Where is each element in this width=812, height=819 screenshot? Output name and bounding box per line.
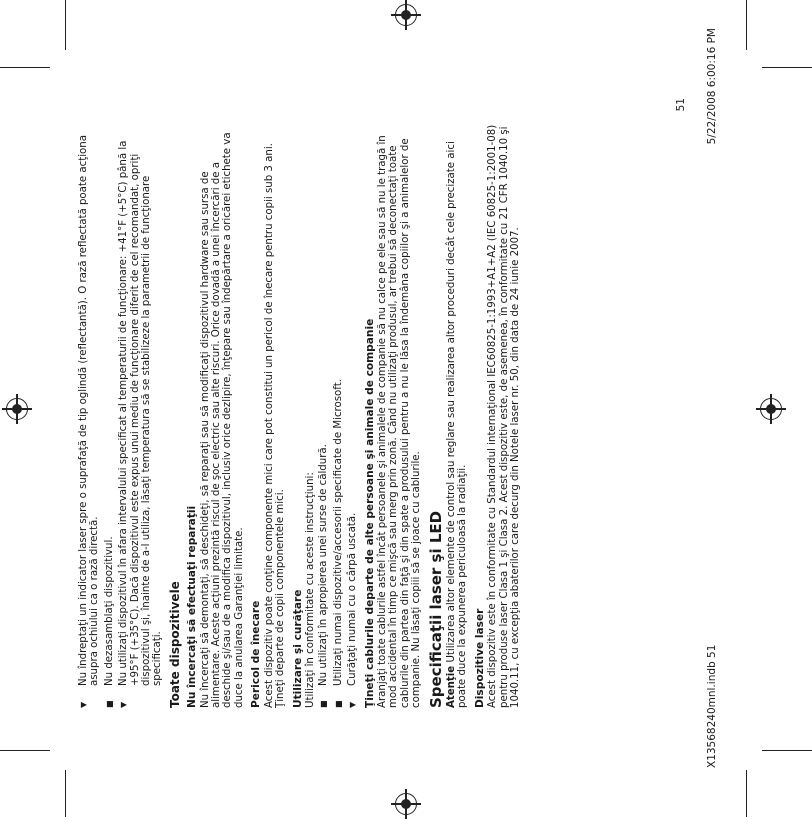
- heading-usage: Utilizare şi curăţare: [291, 589, 304, 708]
- paragraph-choking: Acest dispozitiv poate conţine componente mici care pot constitui un pericol de înecare pentru copii sub 3 ani. Ţineţi departe de copii componentele mici.: [263, 143, 287, 708]
- registration-mark-icon: [395, 793, 417, 815]
- paragraph-laser-devices: Acest dispozitiv este în conformitate cu Standardul internaţional IEC60825-1:1993+A1+A2 (IEC 60825-1:2001-08) pentru produse laser Clasa 1 şi Clasa 2. Acest dispozitiv este, de asemenea, în conformitate cu 21 CFR 1040.10 şi 1040.11, cu excepţia abaterilor care decurg din Notele laser nr. 50, din data de 24 iunie 2007.: [487, 124, 521, 708]
- list-item: ■ Nu utilizaţi în apropierea unei surse de căldură.: [318, 118, 329, 708]
- usage-bullet-list: [318, 118, 358, 708]
- paragraph-no-repair: Nu încercaţi să demontaţi, să deschideţi, să reparaţi sau să modificaţi dispozitivul hardware sau sursa de alimentare. Aceste acţiuni prezintă riscul de şoc electric sau alte riscuri. Orice dovadă a unei încercări de a deschide şi/sau de a modifica dispozitivul, inclusiv orice dezlipire, înţepare sau îndepărtare a oricărei etichete va duce la anularea Garanţiei limitate.: [199, 132, 245, 708]
- list-item: ▼ Curăţaţi numai cu o cârpă uscată.: [347, 118, 358, 708]
- crop-mark: [762, 67, 812, 68]
- print-slug-file: X13568240mnl.indb 51: [706, 644, 718, 768]
- section-title-all-devices: Toate dispozitivele: [167, 581, 182, 708]
- registration-mark-icon: [6, 398, 28, 420]
- list-item: ▼ Nu utilizaţi dispozitivul în afara intervalului specificat al temperaturii de funcţionare: +41°F (+5°C) până la +95°F (+35°C). Dacă dispozitivul este expus unui mediu de funcţionare diferit de cel recomandat, opriţi dispozitivul şi, înainte de a-l utiliza, lăsaţi temperatura să se stabilizeze la parametrii de funcţionare specificaţi.: [118, 118, 164, 708]
- list-item: ▼ Nu îndreptaţi un indicator laser spre o suprafaţă de tip oglindă (reflectantă). O rază reflectată poate acţiona asupra ochiului ca o rază directă.: [78, 118, 101, 708]
- list-item: ■ Nu dezasamblaţi dispozitivul.: [104, 118, 115, 708]
- crop-mark: [0, 750, 50, 751]
- crop-mark: [762, 750, 812, 751]
- page-body: [78, 118, 523, 708]
- print-slug-date: 5/22/2008 6:00:16 PM: [706, 28, 718, 145]
- attention-text: Utilizarea altor elemente de control sau reglare sau realizarea altor proceduri decât cele precizate aici poate duce la expunerea periculoasă la radiaţii.: [445, 141, 469, 708]
- paragraph-usage-intro: Utilizaţi în conformitate cu aceste instrucţiuni:: [304, 472, 316, 708]
- registration-mark-icon: [395, 4, 417, 26]
- top-bullet-list: [78, 118, 164, 708]
- list-item: ■ Utilizaţi numai dispozitive/accesorii specificate de Microsoft.: [333, 118, 344, 708]
- page-number: 51: [675, 98, 687, 112]
- crop-mark: [746, 0, 747, 50]
- crop-mark: [65, 770, 66, 817]
- rotated-page: [78, 28, 718, 768]
- crop-mark: [65, 0, 66, 50]
- paragraph-attention: [446, 118, 469, 708]
- registration-mark-icon: [760, 398, 782, 420]
- crop-mark: [746, 770, 747, 817]
- crop-mark: [0, 67, 50, 68]
- attention-label: Atenţie: [445, 665, 457, 708]
- heading-choking: Pericol de înecare: [250, 600, 263, 708]
- section-title-laser: Specificaţii laser şi LED: [426, 510, 445, 708]
- heading-cables: Ţineţi cablurile departe de alte persoane şi animale de companie: [363, 318, 376, 708]
- heading-no-repair: Nu încercaţi să efectuaţi reparaţii: [186, 505, 199, 708]
- heading-laser-devices: Dispozitive laser: [473, 608, 486, 708]
- paragraph-cables: Aranjaţi toate cablurile astfel încât persoanele şi animalele de companie să nu calce pe ele sau să nu le tragă în mod accidental în timp ce mişcă sau merg prin zonă. Când nu utilizaţi produsul, ar trebui să deconectaţi toate cablurile din partea din faţă şi din spate a produsului pentru a nu le lăsa la îndemâna copiilor şi a animalelor de companie. Nu lăsaţi copiii să se joace cu cablurile.: [376, 135, 423, 708]
